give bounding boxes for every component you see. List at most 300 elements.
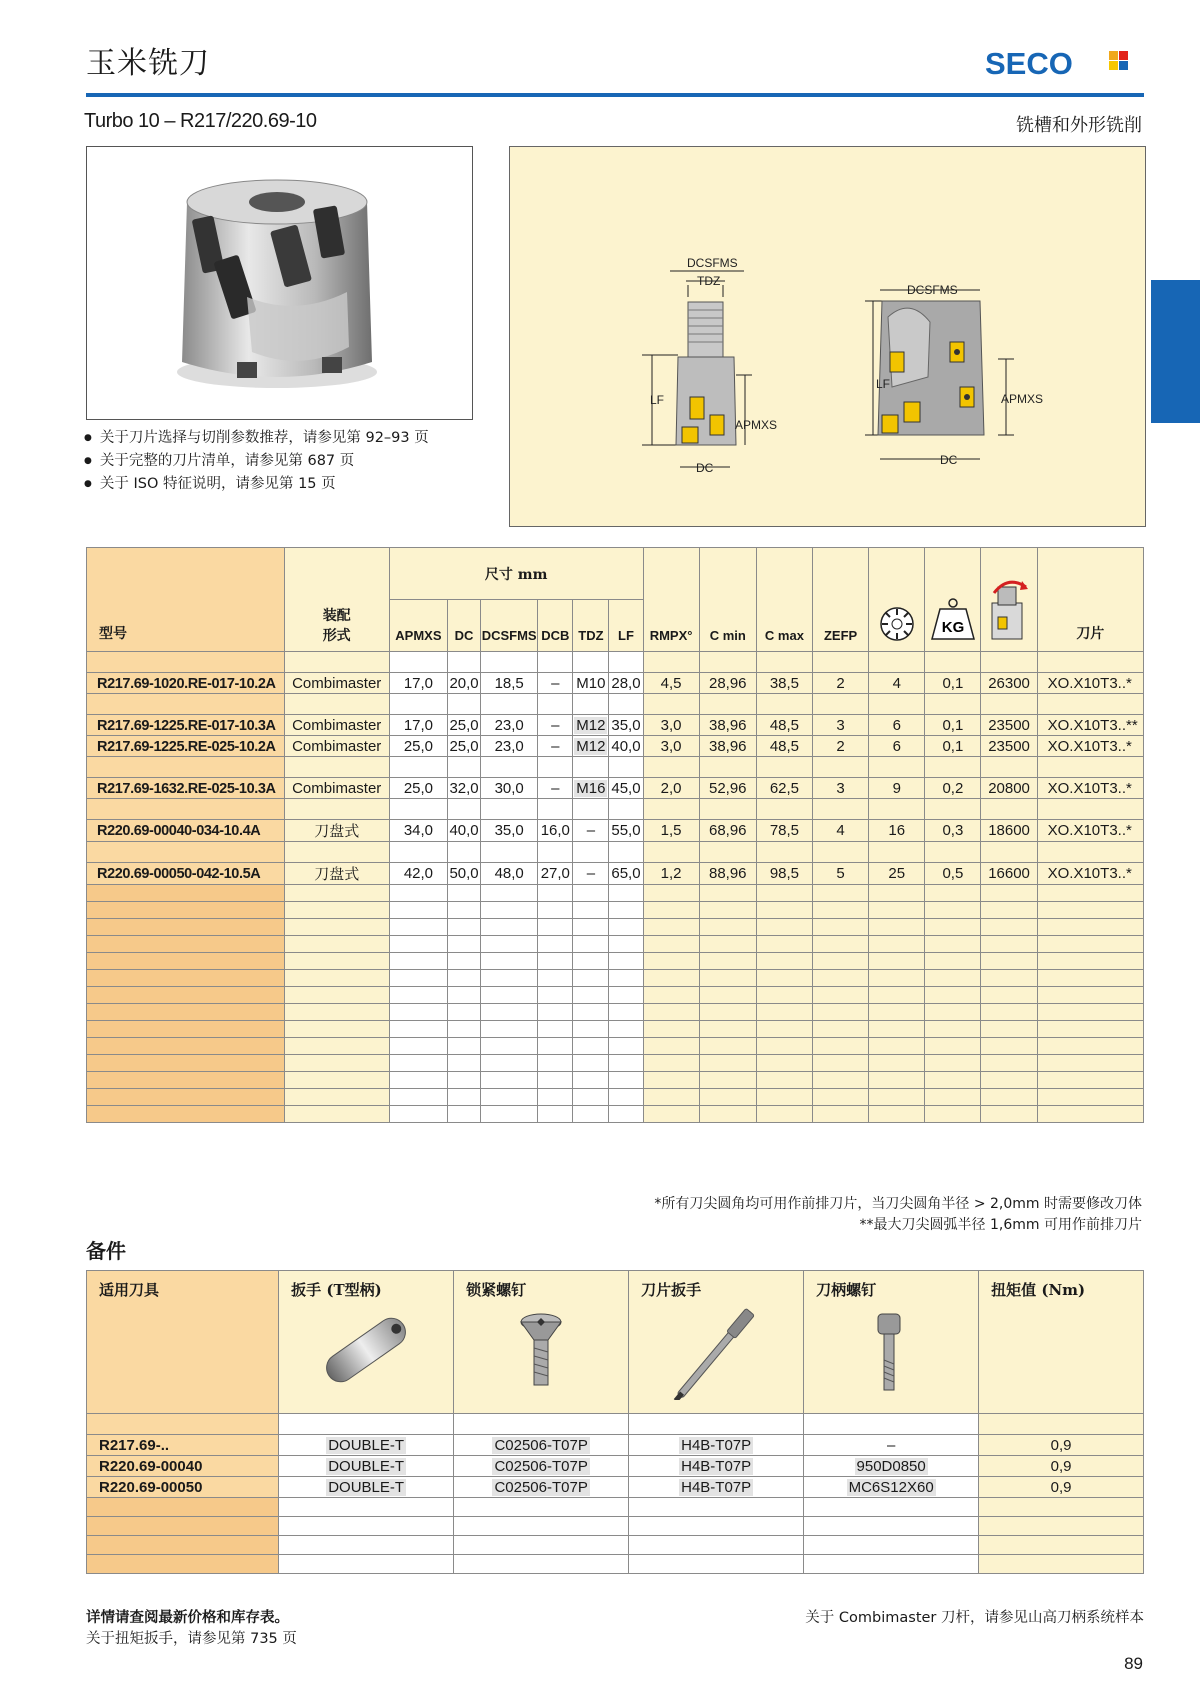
blank-row (87, 652, 1144, 673)
table-cell (284, 820, 389, 842)
teeth-icon (878, 605, 916, 643)
cell-value: Combimaster (292, 716, 382, 734)
table-cell (813, 736, 869, 757)
parts-value: MC6S12X60 (848, 1478, 934, 1496)
table-cell (389, 863, 447, 885)
header-dc: DC (448, 600, 481, 652)
parts-cell (87, 1456, 279, 1477)
cell-value: 4 (836, 822, 845, 839)
cell-value: M12 (576, 737, 606, 755)
footnote-1: *所有刀尖圆角均可用作前排刀片，当刀尖圆角半径 > 2,0mm 时需要修改刀体 (654, 1196, 1142, 1212)
table-row (87, 820, 1144, 842)
header-insert: 刀片 (1037, 548, 1143, 652)
blank-row (87, 885, 1144, 902)
parts-cell (979, 1435, 1144, 1456)
cell-value: 28,96 (708, 674, 747, 692)
table-cell (643, 673, 699, 694)
table-cell (284, 778, 389, 799)
clamp-screw-icon (466, 1300, 616, 1400)
table-cell (925, 715, 981, 736)
cell-value: 2,0 (660, 779, 682, 797)
cell-value: 16600 (988, 865, 1030, 882)
table-row (87, 863, 1144, 885)
parts-cell (629, 1435, 804, 1456)
table-cell (573, 778, 609, 799)
table-row (87, 778, 1144, 799)
cutter-image (87, 147, 472, 419)
cell-value: – (551, 737, 560, 755)
cell-value: 45,0 (611, 779, 641, 797)
table-cell (481, 736, 538, 757)
cell-value: 38,96 (708, 737, 747, 755)
table-cell (448, 715, 481, 736)
table-cell (389, 736, 447, 757)
parts-cell (279, 1477, 454, 1498)
parts-tool-code: R220.69-00040 (99, 1457, 203, 1475)
table-cell (813, 820, 869, 842)
cell-value: 1,2 (660, 865, 682, 882)
table-cell (925, 863, 981, 885)
cell-value: 88,96 (708, 865, 747, 882)
table-cell (643, 715, 699, 736)
parts-value: H4B-T07P (681, 1457, 752, 1475)
table-cell (981, 820, 1037, 842)
cell-value: 35,0 (494, 822, 524, 839)
cell-value: 16,0 (540, 822, 570, 839)
footer-combimaster-note: 关于 Combimaster 刀杆，请参见山高刀柄系统样本 (805, 1610, 1144, 1626)
cell-value: 62,5 (769, 779, 800, 797)
blank-row (87, 902, 1144, 919)
cell-value: 18600 (988, 822, 1030, 839)
label-dcsfms-right: DCSFMS (907, 283, 958, 297)
diagram-drawing (510, 147, 1145, 526)
cell-value: 3,0 (660, 716, 682, 734)
cell-value: 23500 (988, 716, 1030, 734)
parts-value: C02506-T07P (494, 1436, 588, 1454)
cell-value: 42,0 (403, 865, 434, 882)
table-cell (699, 863, 756, 885)
table-cell (869, 820, 925, 842)
header-dcb: DCB (538, 600, 573, 652)
cell-value: 1,5 (660, 822, 682, 839)
table-cell (389, 715, 447, 736)
parts-header-shank-screw (804, 1271, 979, 1414)
table-cell (538, 863, 573, 885)
parts-header-key-label: 刀片扳手 (641, 1281, 702, 1299)
cell-value: Combimaster (292, 674, 382, 692)
table-cell (573, 715, 609, 736)
label-tdz: TDZ (697, 274, 721, 288)
parts-value: DOUBLE-T (328, 1436, 405, 1454)
table-cell (756, 715, 812, 736)
cell-value: – (551, 674, 560, 692)
parts-value: H4B-T07P (681, 1436, 752, 1454)
header-weight (925, 548, 981, 652)
table-cell (87, 673, 285, 694)
seco-logo (985, 46, 1073, 82)
parts-cell (804, 1477, 979, 1498)
parts-value: 0,9 (1050, 1436, 1072, 1454)
table-cell (573, 863, 609, 885)
cell-value: 3 (836, 779, 845, 797)
parts-header-key (629, 1271, 804, 1414)
table-cell (643, 820, 699, 842)
header-apmxs: APMXS (389, 600, 447, 652)
page-title: 玉米铣刀 (86, 46, 210, 81)
parts-cell (629, 1456, 804, 1477)
header-model: 型号 (87, 548, 285, 652)
cell-value: 25,0 (403, 737, 434, 755)
parts-value: 0,9 (1050, 1457, 1072, 1475)
product-table (86, 547, 1144, 1123)
label-apmxs-right: APMXS (1001, 392, 1044, 406)
parts-title: 备件 (86, 1239, 126, 1263)
cell-value: 52,96 (708, 779, 747, 797)
table-cell (869, 715, 925, 736)
parts-value: DOUBLE-T (328, 1478, 405, 1496)
footnote-2: **最大刀尖圆弧半径 1,6mm 可用作前排刀片 (859, 1217, 1142, 1233)
table-cell (813, 673, 869, 694)
table-cell (448, 820, 481, 842)
parts-value: – (886, 1436, 896, 1454)
table-cell (284, 863, 389, 885)
model-code: R217.69-1225.RE-025-10.2A (97, 738, 276, 755)
cell-value: 25,0 (449, 737, 479, 755)
parts-value: DOUBLE-T (328, 1457, 405, 1475)
cell-value: 4,5 (660, 674, 682, 692)
table-cell (481, 673, 538, 694)
cell-value: 17,0 (403, 674, 434, 692)
table-cell (699, 778, 756, 799)
table-cell (538, 736, 573, 757)
notes-list (84, 428, 429, 497)
table-cell (448, 863, 481, 885)
parts-cell (454, 1477, 629, 1498)
table-cell (869, 863, 925, 885)
parts-header-shank-screw-label: 刀柄螺钉 (816, 1281, 877, 1299)
table-cell (389, 820, 447, 842)
cell-value: 2 (836, 737, 845, 755)
table-cell (481, 715, 538, 736)
cell-value: 17,0 (403, 716, 434, 734)
table-cell (981, 778, 1037, 799)
cell-value: 26300 (988, 674, 1030, 692)
blank-row (87, 1021, 1144, 1038)
cell-value: 18,5 (494, 674, 524, 692)
cell-value: 刀盘式 (314, 866, 360, 883)
parts-cell (454, 1456, 629, 1477)
table-cell (756, 778, 812, 799)
cell-value: 32,0 (449, 779, 479, 797)
blank-row (87, 757, 1144, 778)
table-cell (869, 673, 925, 694)
cell-value: XO.X10T3..** (1047, 716, 1138, 734)
footer-price-note: 详情请查阅最新价格和库存表。 (86, 1609, 289, 1626)
header-dimensions: 尺寸 mm (389, 548, 643, 600)
table-cell (87, 778, 285, 799)
blank-row (87, 1555, 1144, 1574)
table-cell (869, 778, 925, 799)
table-cell (609, 715, 643, 736)
insert-key-icon (641, 1300, 791, 1400)
table-cell (538, 820, 573, 842)
parts-cell (804, 1435, 979, 1456)
blank-row (87, 1072, 1144, 1089)
logo-text: SECO (985, 46, 1073, 81)
blank-row (87, 953, 1144, 970)
cell-value: 9 (892, 779, 901, 797)
cell-value: XO.X10T3..* (1047, 822, 1132, 839)
table-cell (981, 736, 1037, 757)
parts-value: C02506-T07P (494, 1457, 588, 1475)
cell-value: M10 (576, 674, 606, 692)
rotation-speed-icon (988, 573, 1030, 643)
cell-value: 38,5 (769, 674, 800, 692)
model-code: R217.69-1225.RE-017-10.3A (97, 717, 276, 734)
cell-value: 0,2 (942, 779, 964, 797)
cell-value: 0,1 (942, 716, 964, 734)
parts-value: H4B-T07P (681, 1478, 752, 1496)
label-lf-right: LF (876, 377, 891, 391)
table-cell (699, 820, 756, 842)
cell-value: 65,0 (611, 865, 641, 882)
blank-row (87, 919, 1144, 936)
parts-value: 950D0850 (856, 1457, 926, 1475)
table-cell (813, 715, 869, 736)
header-lf: LF (609, 600, 643, 652)
table-cell (813, 778, 869, 799)
label-dcsfms-left: DCSFMS (687, 256, 738, 270)
blank-row (87, 970, 1144, 987)
cell-value: M16 (576, 779, 606, 797)
table-cell (481, 863, 538, 885)
table-cell (538, 673, 573, 694)
table-cell (869, 736, 925, 757)
shank-screw-icon (816, 1300, 966, 1400)
cell-value: 78,5 (769, 822, 800, 839)
parts-header-wrench (279, 1271, 454, 1414)
table-cell (699, 715, 756, 736)
cell-value: Combimaster (292, 737, 382, 755)
cell-value: 27,0 (540, 865, 570, 882)
cell-value: – (551, 779, 560, 797)
header-cmax: C max (756, 548, 812, 652)
header-mount: 装配 形式 (284, 548, 389, 652)
weight-icon (930, 595, 976, 643)
blank-row (87, 1498, 1144, 1517)
parts-cell (279, 1435, 454, 1456)
parts-cell (804, 1456, 979, 1477)
header-rule (86, 93, 1144, 97)
parts-cell (979, 1456, 1144, 1477)
parts-value: 0,9 (1050, 1478, 1072, 1496)
table-cell (925, 778, 981, 799)
cell-value: M12 (576, 716, 606, 734)
table-row (87, 715, 1144, 736)
table-cell (538, 715, 573, 736)
cell-value: 50,0 (449, 865, 479, 882)
model-code: R217.69-1020.RE-017-10.2A (97, 675, 276, 692)
cell-value: 20,0 (449, 674, 479, 692)
table-cell (389, 778, 447, 799)
cell-value: – (551, 716, 560, 734)
table-cell (643, 736, 699, 757)
kg-label: KG (941, 619, 965, 636)
product-subtitle: Turbo 10 – R217/220.69-10 (84, 110, 317, 132)
footer-torque-note: 关于扭矩扳手，请参见第 735 页 (86, 1631, 297, 1647)
blank-row (87, 1004, 1144, 1021)
parts-header-torque: 扭矩值 (Nm) (979, 1271, 1144, 1414)
cell-value: 20800 (988, 779, 1030, 797)
cell-value: 4 (892, 674, 901, 692)
table-cell (756, 736, 812, 757)
cell-value: 3 (836, 716, 845, 734)
blank-row (87, 799, 1144, 820)
note-item: ● 关于 ISO 特征说明，请参见第 15 页 (84, 474, 429, 497)
cell-value: 23500 (988, 737, 1030, 755)
parts-header-screw-label: 锁紧螺钉 (466, 1281, 527, 1299)
table-cell (756, 863, 812, 885)
cell-value: 25 (888, 865, 906, 882)
label-dc-right: DC (940, 453, 958, 467)
table-cell (609, 673, 643, 694)
parts-row (87, 1456, 1144, 1477)
cell-value: 6 (892, 737, 901, 755)
table-cell (1037, 715, 1143, 736)
table-cell (925, 820, 981, 842)
cell-value: 23,0 (494, 737, 524, 755)
table-cell (925, 736, 981, 757)
header-cmin: C min (699, 548, 756, 652)
table-cell (643, 863, 699, 885)
cell-value: 68,96 (708, 822, 747, 839)
cell-value: 35,0 (611, 716, 641, 734)
cell-value: 2 (836, 674, 845, 692)
table-cell (1037, 778, 1143, 799)
cell-value: 3,0 (660, 737, 682, 755)
cell-value: 0,1 (942, 674, 964, 692)
section-tab (1151, 280, 1200, 423)
cell-value: 55,0 (611, 822, 641, 839)
table-cell (389, 673, 447, 694)
blank-row (87, 694, 1144, 715)
note-item: ● 关于完整的刀片清单，请参见第 687 页 (84, 451, 429, 474)
table-cell (981, 673, 1037, 694)
cell-value: 25,0 (449, 716, 479, 734)
category-label: 铣槽和外形铣削 (1016, 115, 1142, 136)
cell-value: 40,0 (611, 737, 641, 755)
table-cell (925, 673, 981, 694)
table-cell (609, 736, 643, 757)
table-cell (1037, 673, 1143, 694)
blank-row (87, 1089, 1144, 1106)
table-cell (538, 778, 573, 799)
table-cell (699, 736, 756, 757)
note-item: ● 关于刀片选择与切削参数推荐，请参见第 92–93 页 (84, 428, 429, 451)
table-cell (609, 863, 643, 885)
dimension-diagram (509, 146, 1146, 527)
cell-value: – (586, 865, 596, 882)
table-cell (1037, 820, 1143, 842)
table-cell (284, 715, 389, 736)
cell-value: 5 (836, 865, 845, 882)
cell-value: 98,5 (769, 865, 800, 882)
table-cell (448, 736, 481, 757)
parts-cell (629, 1477, 804, 1498)
parts-header-wrench-label: 扳手 (T型柄) (291, 1281, 382, 1299)
cell-value: 16 (888, 822, 906, 839)
parts-cell (979, 1477, 1144, 1498)
blank-row (87, 842, 1144, 863)
table-cell (573, 673, 609, 694)
blank-row (87, 1536, 1144, 1555)
header-tdz: TDZ (573, 600, 609, 652)
cell-value: 0,5 (942, 865, 964, 882)
blank-row (87, 936, 1144, 953)
blank-row (87, 1106, 1144, 1123)
header-dcsfms: DCSFMS (481, 600, 538, 652)
label-apmxs-left: APMXS (735, 418, 778, 432)
table-cell (981, 715, 1037, 736)
parts-header-screw (454, 1271, 629, 1414)
header-teeth (869, 548, 925, 652)
table-cell (1037, 736, 1143, 757)
blank-row (87, 987, 1144, 1004)
table-cell (643, 778, 699, 799)
cell-value: XO.X10T3..* (1047, 865, 1132, 882)
cell-value: 刀盘式 (314, 823, 360, 840)
cell-value: 0,1 (942, 737, 964, 755)
cell-value: Combimaster (292, 779, 382, 797)
header-zefp: ZEFP (813, 548, 869, 652)
blank-row (87, 1038, 1144, 1055)
header-rpm (981, 548, 1037, 652)
header-rmpx: RMPX° (643, 548, 699, 652)
table-cell (756, 820, 812, 842)
label-dc-left: DC (696, 461, 714, 475)
cell-value: 48,5 (769, 716, 800, 734)
cell-value: 38,96 (708, 716, 747, 734)
parts-header-tool: 适用刀具 (87, 1271, 279, 1414)
parts-cell (87, 1435, 279, 1456)
table-cell (87, 715, 285, 736)
table-cell (87, 736, 285, 757)
table-cell (284, 673, 389, 694)
parts-table (86, 1270, 1144, 1574)
parts-row (87, 1435, 1144, 1456)
t-wrench-icon (291, 1300, 441, 1400)
table-cell (699, 673, 756, 694)
cell-value: 48,0 (494, 865, 524, 882)
parts-cell (87, 1477, 279, 1498)
parts-tool-code: R217.69-.. (99, 1436, 170, 1454)
table-cell (609, 778, 643, 799)
table-row (87, 673, 1144, 694)
table-cell (87, 863, 285, 885)
parts-tool-code: R220.69-00050 (99, 1478, 203, 1496)
blank-row (87, 1055, 1144, 1072)
model-code: R220.69-00050-042-10.5A (97, 866, 261, 882)
blank-row (87, 1517, 1144, 1536)
cell-value: 34,0 (403, 822, 434, 839)
cell-value: 30,0 (494, 779, 524, 797)
blank-row (87, 1414, 1144, 1435)
cell-value: 6 (892, 716, 901, 734)
table-cell (981, 863, 1037, 885)
parts-cell (454, 1435, 629, 1456)
cell-value: 28,0 (611, 674, 641, 692)
table-row (87, 736, 1144, 757)
